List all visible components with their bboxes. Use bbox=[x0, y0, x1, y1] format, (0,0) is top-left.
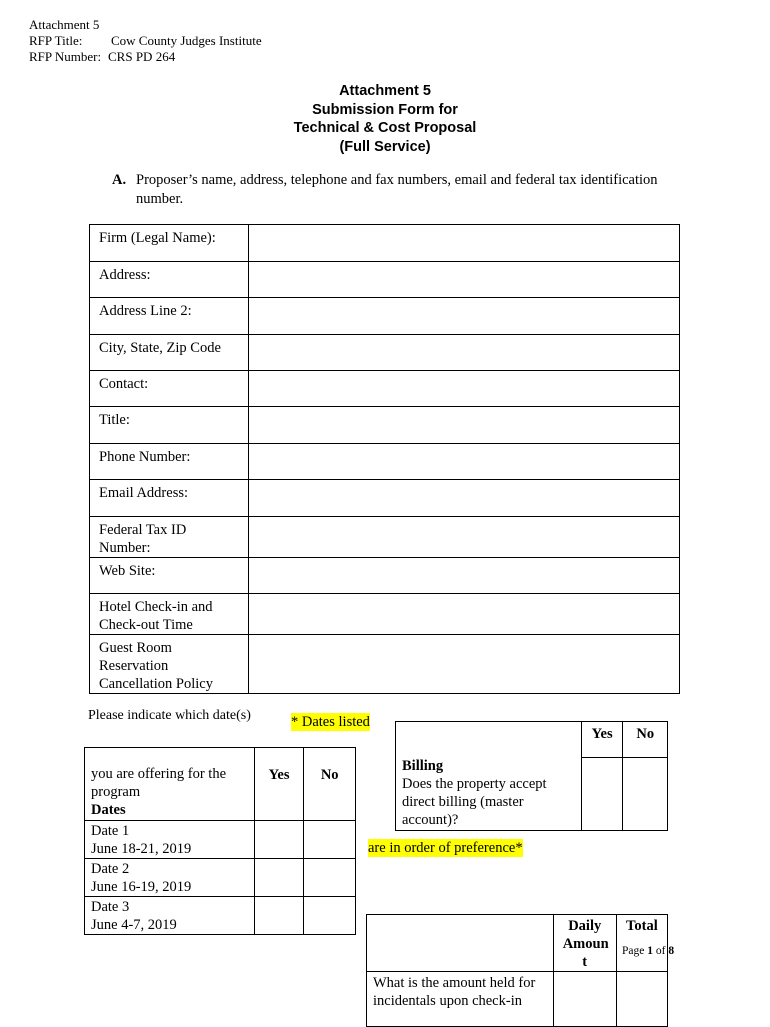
info-label: Phone Number: bbox=[99, 449, 191, 465]
info-value-field[interactable] bbox=[249, 444, 680, 480]
daily-amount-field[interactable] bbox=[553, 972, 616, 1027]
date-range: June 18-21, 2019 bbox=[91, 841, 192, 857]
info-label: Address Line 2: bbox=[99, 303, 192, 319]
info-label: Guest Room Reservation Cancellation Policy bbox=[99, 640, 213, 692]
title-line-1: Attachment 5 bbox=[339, 83, 431, 99]
info-value-field[interactable] bbox=[249, 262, 680, 298]
page-current: 1 bbox=[647, 945, 653, 957]
billing-yes-cell[interactable] bbox=[581, 722, 623, 831]
info-row bbox=[90, 558, 680, 594]
info-label: Firm (Legal Name): bbox=[99, 230, 216, 246]
dates-note-highlight-1: * Dates listed bbox=[291, 714, 370, 730]
dates-yes-header: Yes bbox=[268, 767, 290, 783]
dates-no-header: No bbox=[320, 767, 339, 783]
info-value-field[interactable] bbox=[249, 517, 680, 558]
proposer-info-table bbox=[89, 224, 680, 694]
info-value-field[interactable] bbox=[249, 371, 680, 407]
info-value-field[interactable] bbox=[249, 635, 680, 694]
info-label: City, State, Zip Code bbox=[99, 340, 221, 356]
date-name: Date 1 bbox=[91, 823, 130, 839]
info-label: Title: bbox=[99, 412, 130, 428]
info-value-field[interactable] bbox=[249, 407, 680, 444]
rfp-title-value: Cow County Judges Institute bbox=[111, 33, 262, 48]
title-line-4: (Full Service) bbox=[339, 138, 431, 155]
incidentals-question: What is the amount held for incidentals upon check-in bbox=[373, 975, 536, 1009]
daily-amount-header: Daily Amoun t bbox=[562, 918, 609, 970]
date-name: Date 2 bbox=[91, 861, 130, 877]
info-label: Federal Tax ID Number: bbox=[99, 522, 187, 556]
incidentals-table bbox=[366, 914, 668, 1027]
date-range: June 4-7, 2019 bbox=[91, 917, 177, 933]
info-label: Email Address: bbox=[99, 485, 189, 501]
title-line-2: Submission Form for bbox=[312, 101, 458, 118]
total-field[interactable] bbox=[616, 972, 667, 1027]
dates-header-text: you are offering for the program bbox=[91, 766, 227, 800]
info-label: Address: bbox=[99, 267, 151, 283]
section-a-text: Proposer’s name, address, telephone and fax numbers, email and federal tax identification number. bbox=[136, 172, 658, 207]
dates-header-bold: Dates bbox=[91, 802, 126, 818]
rfp-number-value: CRS PD 264 bbox=[108, 49, 176, 64]
header-attachment: Attachment 5 bbox=[29, 17, 100, 32]
info-row bbox=[90, 298, 680, 335]
date-yes-checkbox[interactable] bbox=[254, 821, 304, 859]
section-a bbox=[112, 171, 692, 209]
info-row bbox=[90, 407, 680, 444]
date-no-checkbox[interactable] bbox=[304, 859, 356, 897]
info-row bbox=[90, 262, 680, 298]
page-number bbox=[622, 944, 674, 958]
date-row bbox=[85, 897, 356, 935]
info-value-field[interactable] bbox=[249, 480, 680, 517]
page-of: of bbox=[652, 945, 669, 957]
date-range: June 16-19, 2019 bbox=[91, 879, 192, 895]
info-value-field[interactable] bbox=[249, 558, 680, 594]
info-row bbox=[90, 335, 680, 371]
date-yes-checkbox[interactable] bbox=[254, 897, 304, 935]
billing-no-cell[interactable] bbox=[623, 722, 668, 831]
section-a-letter: A. bbox=[112, 172, 127, 188]
info-value-field[interactable] bbox=[249, 298, 680, 335]
title-line-3: Technical & Cost Proposal bbox=[293, 120, 477, 136]
billing-question: Does the property accept direct billing (master account)? bbox=[402, 776, 547, 828]
info-value-field[interactable] bbox=[249, 335, 680, 371]
rfp-title-label: RFP Title: bbox=[29, 33, 83, 48]
dates-note-highlight-2: are in order of preference* bbox=[368, 840, 523, 856]
date-name: Date 3 bbox=[91, 899, 130, 915]
dates-header-row bbox=[85, 748, 356, 821]
billing-table bbox=[395, 721, 668, 831]
info-label: Web Site: bbox=[99, 563, 156, 579]
info-value-field[interactable] bbox=[249, 594, 680, 635]
info-row bbox=[90, 225, 680, 262]
page-total: 8 bbox=[668, 945, 675, 957]
date-no-checkbox[interactable] bbox=[304, 821, 356, 859]
date-row bbox=[85, 859, 356, 897]
info-label: Contact: bbox=[99, 376, 149, 392]
rfp-number-label: RFP Number: bbox=[29, 49, 102, 64]
billing-no-header: No bbox=[623, 722, 667, 758]
date-row bbox=[85, 821, 356, 859]
total-header: Total bbox=[626, 918, 658, 934]
page-title bbox=[230, 82, 540, 156]
billing-heading: Billing bbox=[402, 758, 444, 774]
page-prefix: Page bbox=[622, 945, 648, 957]
date-yes-checkbox[interactable] bbox=[254, 859, 304, 897]
billing-row bbox=[396, 722, 668, 831]
info-row bbox=[90, 635, 680, 694]
amount-row bbox=[367, 972, 668, 1027]
info-row bbox=[90, 594, 680, 635]
info-label: Hotel Check-in and Check-out Time bbox=[99, 599, 213, 633]
info-value-field[interactable] bbox=[249, 225, 680, 262]
info-row bbox=[90, 371, 680, 407]
amount-header-row bbox=[367, 915, 668, 972]
billing-yes-header: Yes bbox=[582, 722, 623, 758]
dates-intro: Please indicate which date(s) bbox=[88, 708, 251, 723]
info-row bbox=[90, 480, 680, 517]
info-row bbox=[90, 444, 680, 480]
info-row bbox=[90, 517, 680, 558]
date-no-checkbox[interactable] bbox=[304, 897, 356, 935]
dates-table bbox=[84, 747, 356, 935]
